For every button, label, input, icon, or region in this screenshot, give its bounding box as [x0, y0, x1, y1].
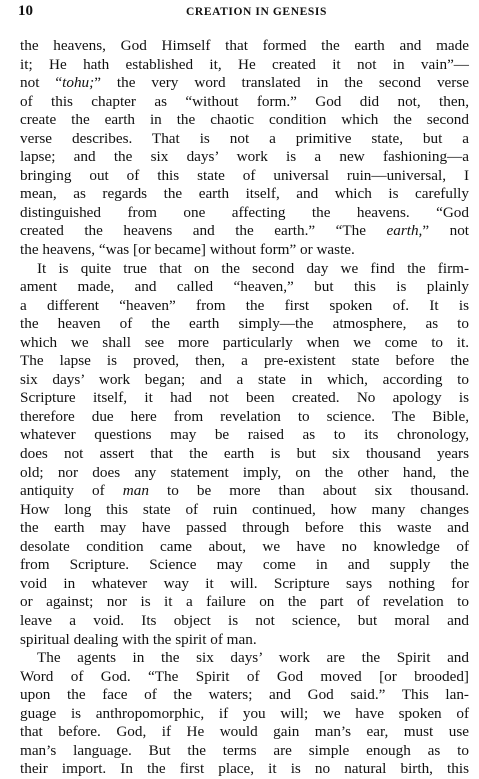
text-line: of this chapter as “without form.” God did not, then, — [20, 92, 469, 110]
text-line: the heavens, God Himself that formed the earth and made — [20, 37, 469, 54]
text-line: verse describes. That is not a primitive state, but a — [20, 129, 469, 147]
text-line: their import. In the first place, it is no natural birth, this — [20, 760, 469, 778]
text-line: a different “heaven” from the first spoken of. It is — [20, 296, 469, 314]
text-line: Scripture itself, it had not been created. No apology is — [20, 389, 469, 407]
text-line: spiritual dealing with the spirit of man. — [20, 630, 257, 648]
page-number: 10 — [18, 3, 33, 19]
text-line: guage is anthropomorphic, if you will; we have spoken of — [20, 704, 469, 722]
text-line: upon the face of the waters; and God said.” This lan- — [20, 686, 469, 704]
text-line: created the heavens and the earth.” “The earth,” not — [20, 222, 470, 240]
text-line: old; nor does any statement imply, on the other hand, the — [20, 463, 469, 481]
text-line: the heavens, “was [or became] without form” or waste. — [20, 241, 355, 259]
text-line: bringing out of this state of universal ruin—universal, I — [20, 166, 469, 184]
text-line: lapse; and the six days’ work is a new fashioning—a — [20, 148, 469, 166]
text-line: or against; nor is it a failure on the part of revelation to — [20, 593, 469, 611]
text-line: whatever questions may be raised as to its chronology, — [20, 426, 469, 444]
text-line: It is quite true that on the second day we find the firm- — [37, 259, 469, 277]
text-line: therefore due here from revelation to science. The Bible, — [20, 407, 469, 425]
text-line: not “tohu;” the very word translated in the second verse — [20, 74, 469, 92]
text-line: that before. God, if He would gain man’s ear, must use — [20, 723, 469, 741]
body-text — [20, 37, 469, 779]
text-line: desolate condition came about, we have no knowledge of — [20, 537, 469, 555]
text-line: which we shall see more particularly when we come to it. — [20, 333, 469, 351]
text-line: six days’ work began; and a state in which, according to — [20, 370, 469, 388]
text-line: from Scripture. Science may come in and supply the — [20, 556, 469, 574]
text-line: The lapse is proved, then, a pre-existent state before the — [20, 352, 469, 370]
text-line: create the earth in the chaotic condition which the second — [20, 111, 469, 129]
text-line: mean, as regards the earth itself, and which is carefully — [20, 185, 469, 203]
text-line: ament made, and called “heaven,” but this is plainly — [20, 278, 469, 296]
text-line: man’s language. But the terms are simple enough as to — [20, 741, 469, 759]
text-line: the earth may have passed through before this waste and — [20, 519, 469, 537]
text-line: leave a void. Its object is not science, but moral and — [20, 611, 469, 629]
text-line: How long this state of ruin continued, how many changes — [20, 500, 469, 518]
text-line: void in whatever way it will. Scripture says nothing for — [20, 574, 469, 592]
text-line: Word of God. “The Spirit of God moved [or brooded] — [20, 667, 469, 685]
text-line: the heaven of the earth simply—the atmosphere, as to — [20, 315, 469, 333]
running-head: CREATION IN GENESIS — [186, 6, 327, 18]
text-line: it; He hath established it, He created it not in vain”— — [20, 55, 469, 73]
text-line: antiquity of man to be more than about six thousand. — [20, 482, 469, 500]
text-line: does not assert that the earth is but six thousand years — [20, 445, 469, 463]
text-line: distinguished from one affecting the heavens. “God — [20, 203, 469, 221]
page-header — [14, 3, 469, 23]
text-line: The agents in the six days’ work are the Spirit and — [37, 649, 469, 667]
